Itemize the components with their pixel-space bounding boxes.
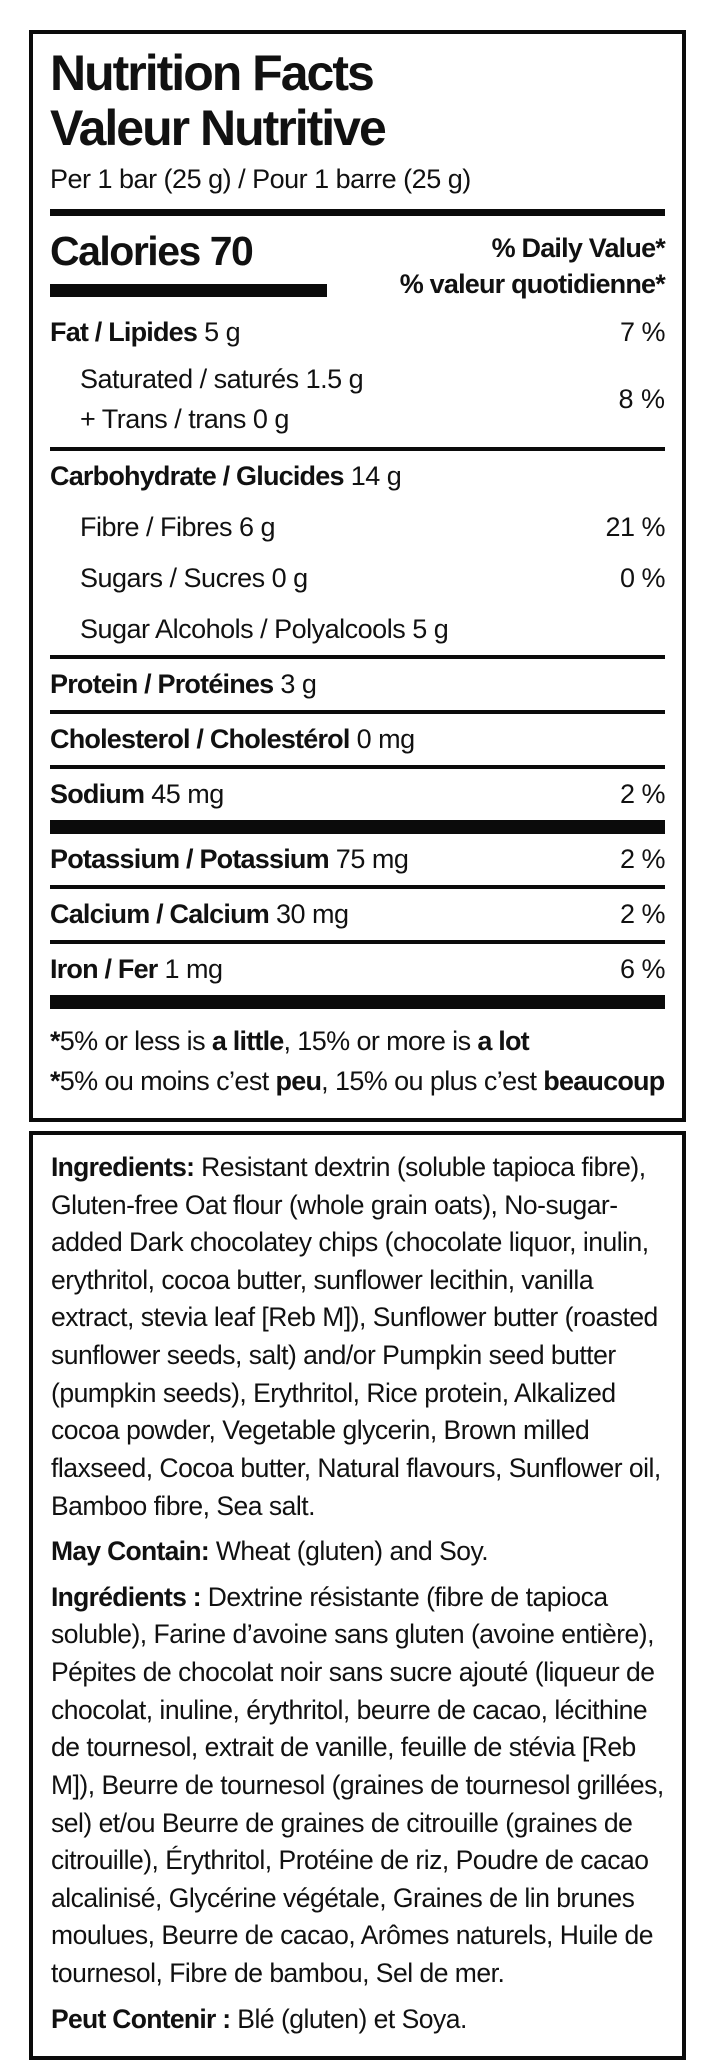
nutrient-name: Iron / Fer 1 mg — [50, 953, 223, 984]
calories-value: 70 — [209, 228, 253, 274]
separator-bar — [50, 820, 665, 834]
footnote-segment: a lot — [477, 1025, 529, 1056]
separator-bar — [50, 995, 665, 1009]
daily-value-header — [400, 230, 665, 303]
calories-text — [50, 228, 327, 275]
calories-underbar — [50, 284, 327, 297]
footnote-line — [50, 1061, 665, 1102]
ingredients-paragraph: May Contain: Wheat (gluten) and Soy. — [51, 1536, 489, 1567]
nutrient-name: Sugar Alcohols / Polyalcools 5 g — [80, 613, 449, 644]
footnote-segment: beaucoup — [543, 1066, 665, 1097]
nutrient-name: Carbohydrate / Glucides 14 g — [50, 460, 402, 491]
daily-value: 2 % — [619, 898, 665, 929]
ingredients-panel — [29, 1131, 686, 2060]
nutrient-label: Carbohydrate / Glucides — [50, 460, 344, 491]
footnotes — [50, 1021, 665, 1102]
footnote-segment: a little — [211, 1025, 284, 1056]
nutrition-facts-panel — [29, 30, 686, 1122]
title-french: Valeur Nutritive — [50, 100, 385, 156]
nutrient-row — [50, 553, 665, 604]
nutrient-label: Cholesterol / Cholestérol — [50, 723, 350, 754]
daily-value: 21 % — [605, 511, 665, 542]
nutrient-name: Cholesterol / Cholestérol 0 mg — [50, 723, 415, 754]
nutrient-name: + Trans / trans 0 g — [80, 403, 289, 434]
daily-value: 7 % — [619, 316, 665, 347]
nutrient-name: Protein / Protéines 3 g — [50, 668, 317, 699]
ingredients-paragraph: Ingredients: Resistant dextrin (soluble tapioca fibre), Gluten-free Oat flour (whole grain oats), No-sugar-added Dark chocolatey chips (chocolate liquor, inulin, erythritol, cocoa butter, sunflower lecithin, vanilla extract, stevia leaf [Reb M]), Sunflower butter (roasted sunflower seeds, salt) and/or Pumpkin seed butter (pumpkin seeds), Erythritol, Rice protein, Alkalized cocoa powder, Vegetable glycerin, Brown milled flaxseed, Cocoa butter, Natural flavours, Sunflower oil, Bamboo fibre, Sea salt. — [51, 1151, 661, 1521]
nutrient-name: Calcium / Calcium 30 mg — [50, 898, 349, 929]
daily-value: 8 % — [618, 383, 665, 414]
paragraph-lead: Peut Contenir : — [51, 2003, 231, 2034]
nutrient-label: Iron / Fer — [50, 953, 158, 984]
nutrient-name: Fibre / Fibres 6 g — [80, 511, 276, 542]
footnote-segment: peu — [275, 1066, 322, 1097]
daily-value: 2 % — [619, 843, 665, 874]
serving-size: Per 1 bar (25 g) / Pour 1 barre (25 g) — [50, 164, 471, 194]
nutrient-name: Sodium 45 mg — [50, 778, 224, 809]
nutrient-row — [50, 834, 665, 885]
daily-value-header-fr: % valeur quotidienne* — [399, 269, 665, 300]
nutrient-row — [50, 307, 665, 358]
nutrient-group-lines — [50, 364, 363, 435]
footnote-segment: * — [50, 1066, 60, 1097]
paragraph-lead: May Contain: — [51, 1536, 209, 1567]
footnote-line — [50, 1021, 665, 1062]
paragraph-lead: Ingredients: — [51, 1151, 195, 1182]
nutrient-label: Calcium / Calcium — [50, 898, 269, 929]
nutrient-row — [50, 604, 665, 655]
nutrient-row — [50, 885, 665, 940]
nutrient-row — [50, 502, 665, 553]
nutrient-row — [50, 447, 665, 502]
title-english: Nutrition Facts — [50, 45, 373, 101]
daily-value: 0 % — [619, 562, 665, 593]
ingredients-paragraph: Peut Contenir : Blé (gluten) et Soya. — [51, 2003, 467, 2034]
nutrient-name: Fat / Lipides 5 g — [50, 316, 241, 347]
nutrient-group-row — [50, 358, 665, 447]
daily-value: 6 % — [619, 953, 665, 984]
nutrient-row — [50, 710, 665, 765]
nutrient-name: Sugars / Sucres 0 g — [80, 562, 308, 593]
nutrient-rows — [50, 307, 665, 1009]
nutrient-name: Saturated / saturés 1.5 g — [80, 363, 364, 394]
nutrient-row — [50, 940, 665, 995]
calories-block — [50, 228, 327, 303]
nutrient-name: Potassium / Potassium 75 mg — [50, 843, 409, 874]
calories-row — [50, 228, 665, 303]
paragraph-lead: Ingrédients : — [51, 1581, 201, 1612]
nutrient-label: Protein / Protéines — [50, 668, 274, 699]
footnote-segment: * — [50, 1025, 60, 1056]
daily-value-header-en: % Daily Value* — [491, 233, 665, 263]
nutrient-row — [50, 655, 665, 710]
footnote-segment: , 15% or more is — [283, 1025, 478, 1056]
nutrient-row — [50, 765, 665, 820]
footnote-segment: 5% ou moins c’est — [59, 1066, 276, 1097]
footnote-segment: 5% or less is — [59, 1025, 212, 1056]
calories-label: Calories — [50, 228, 200, 274]
nutrient-label: Sodium — [50, 778, 145, 809]
nutrient-label: Fat / Lipides — [50, 316, 198, 347]
footnote-segment: , 15% ou plus c’est — [321, 1066, 544, 1097]
daily-value: 2 % — [619, 778, 665, 809]
nutrient-label: Potassium / Potassium — [50, 843, 329, 874]
ingredients-paragraph: Ingrédients : Dextrine résistante (fibre de tapioca soluble), Farine d’avoine sans gluten (avoine entière), Pépites de chocolat noir sans sucre ajouté (liqueur de chocolat, inuline, érythritol, beurre de cacao, lécithine de tournesol, extrait de vanille, feuille de stévia [Reb M]), Beurre de tournesol (graines de tournesol grillées, sel) et/ou Beurre de graines de citrouille (graines de citrouille), Érythritol, Protéine de riz, Poudre de cacao alcalinisé, Glycérine végétale, Graines de lin brunes moulues, Beurre de cacao, Arômes naturels, Huile de tournesol, Fibre de bambou, Sel de mer. — [51, 1581, 664, 1988]
header-divider — [50, 209, 665, 216]
